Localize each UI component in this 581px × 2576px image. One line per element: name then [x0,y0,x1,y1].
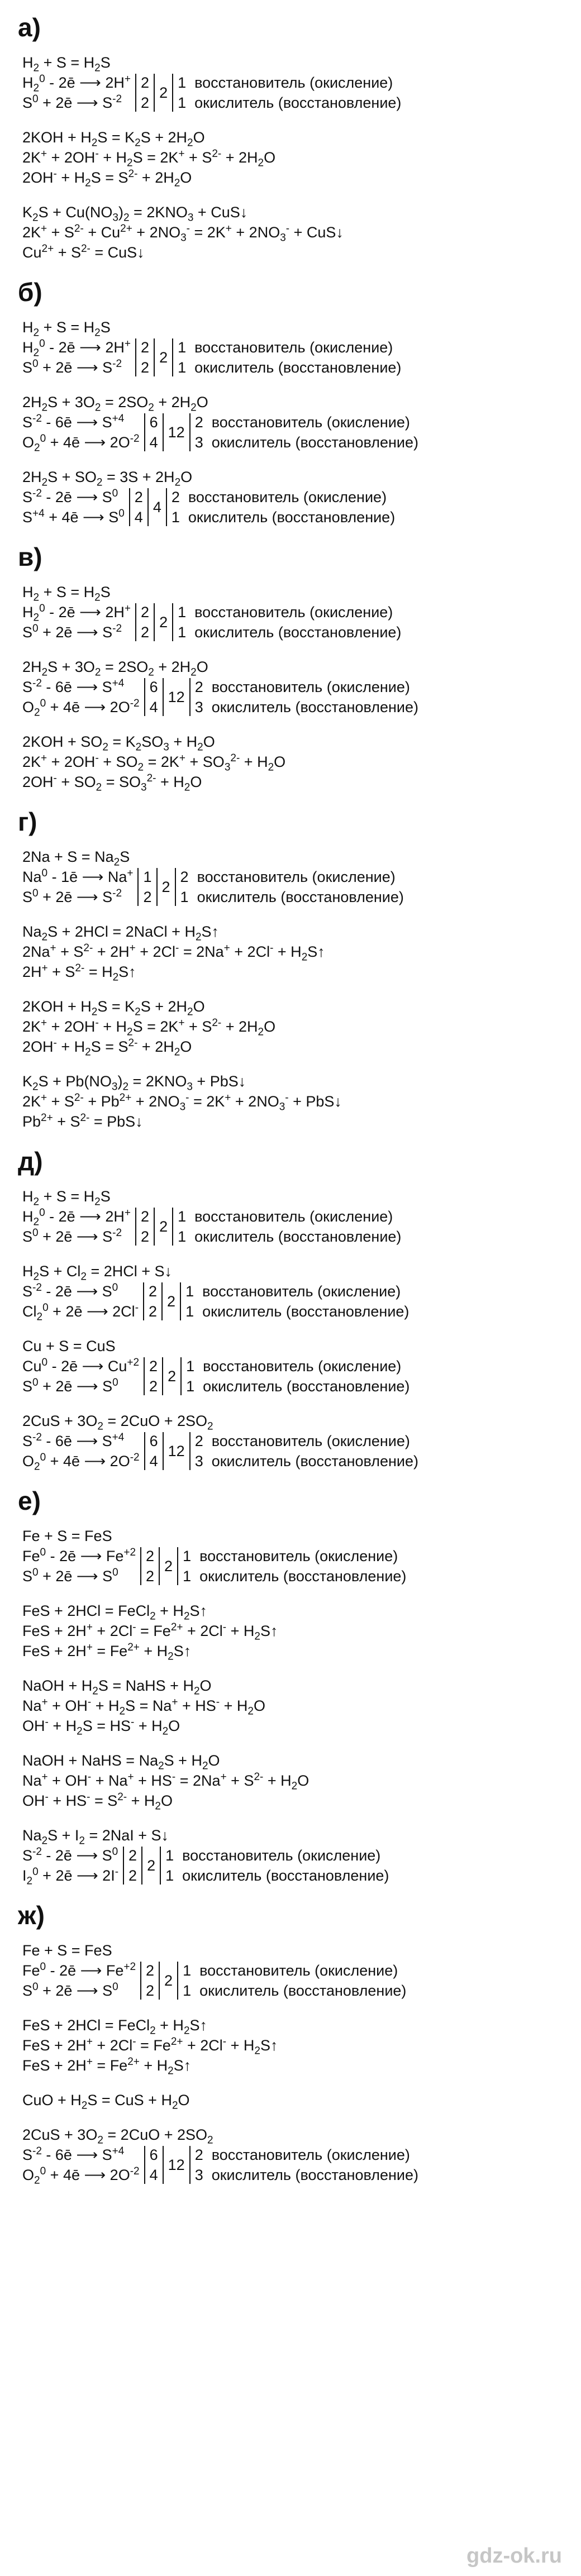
equation-line: $H_2 + S = H_2S$ [22,584,111,604]
equation-line: $2H_2S + 3O_2 = 2SO_2 + 2H_2O$ [22,659,208,679]
equation-line: $2CuS + 3O_2 = 2CuO + 2SO_2$ [22,1413,213,1433]
electron-balance: $S^{-2}$ - 6ē ⟶ $S^{+4}$ $O_2^0$ + 4ē ⟶ $2O^{-2}$ 6 4 12 2 восстановитель (окисление) 3 окислитель (восстановление) [22,678,419,719]
equation-line: $2K^+ + S^{2-} + Pb^{2+} + 2NO_3^- = 2K^+ + 2NO_3^-$ + PbS↓ [22,1092,342,1113]
equation-line: $Cu^{2+} + S^{2-}$ = CuS↓ [22,243,145,261]
equation-line: $Na^+ + OH^- + Na^+ + HS^- = 2Na^+ + S^{2-} + H_2O$ [22,1771,309,1792]
equation-line: $2K^+ + 2OH^- + H_2S = 2K^+ + S^{2-} + 2H_2O$ [22,1017,276,1038]
equation-line: Cu + S = CuS [22,1338,116,1354]
electron-balance: $H_2^0$ - 2ē ⟶ 2H+ $S^0$ + 2ē ⟶ $S^{-2}$ 2 2 2 1 восстановитель (окисление) 1 окислитель (восстановление) [22,73,402,111]
site-watermark: gdz-ok.ru [466,2544,562,2568]
equation-line: $2OH^- + H_2S = S^{2-} + 2H_2O$ [22,1037,192,1058]
electron-balance: Na$^0$ - 1ē ⟶ Na+ $S^0$ + 2ē ⟶ $S^{-2}$ 1 2 2 2 восстановитель (окисление) 1 окислитель (восстановление) [22,867,404,905]
electron-balance: Fe$^0$ - 2ē ⟶ $Fe^{+2}$ $S^0$ + 2ē ⟶ $S^0$ 2 2 2 1 восстановитель (окисление) 1 окислитель (восстановление) [22,1547,407,1585]
equation-line: $2H_2S + 3O_2 = 2SO_2 + 2H_2O$ [22,394,208,414]
equation-line: $2KOH + SO_2 = K_2SO_3 + H_2O$ [22,733,215,753]
equation-line: $Na_2S + 2HCl$ = 2NaCl + $H_2S↑$ [22,923,220,943]
equation-line: NaOH + NaHS = $Na_2S + H_2O$ [22,1752,220,1772]
equation-line: $Na^+ + OH^- + H_2S = Na^+ + HS^- + H_2O$ [22,1696,265,1718]
equation-line: $K_2S + Pb(NO_3)_2 = 2KNO_3$ + PbS↓ [22,1073,246,1093]
equation-line: $2K^+ + S^{2-} + Cu^{2+} + 2NO_3^- = 2K^+ + 2NO_3^-$ + CuS↓ [22,223,344,244]
equation-line: FeS + $2H^+ = Fe^{2+}$ + $H_2S↑$ [22,1642,192,1663]
equation-line: $2OH^- + H_2S = S^{2-} + 2H_2O$ [22,168,192,189]
section-label-e: е) [18,1486,41,1515]
equation-line: $Na_2S + I_2 = 2NaI$ + S↓ [22,1827,169,1847]
electron-balance: $S^{-2}$ - 2ē ⟶ $S^0$ $Cl_2^0$ + 2ē ⟶ 2Cl- 2 2 2 1 восстановитель (окисление) 1 окислитель (восстановление) [22,1282,409,1323]
equation-line: FeS + $2H^+ + 2Cl^- = Fe^{2+} + 2Cl^-$ + $H_2S↑$ [22,2036,278,2057]
equation-line: $H_2S + Cl_2 = 2HCl$ + S↓ [22,1263,172,1283]
section-label-b: б) [18,278,42,307]
equation-line: $H_2 + S = H_2S$ [22,1188,111,1208]
equation-line: $Pb^{2+} + S^{2-}$ = PbS↓ [22,1112,143,1130]
equation-line: $2CuS + 3O_2 = 2CuO + 2SO_2$ [22,2126,213,2146]
equation-line: CuO + $H_2S$ = CuS + $H_2O$ [22,2092,190,2112]
equation-line: Fe + S = FeS [22,1528,112,1544]
electron-balance: $H_2^0$ - 2ē ⟶ 2H+ $S^0$ + 2ē ⟶ $S^{-2}$ 2 2 2 1 восстановитель (окисление) 1 окислитель (восстановление) [22,603,402,641]
electron-balance: $S^{-2}$ - 2ē ⟶ $S^0$ $S^{+4}$ + 4ē ⟶ $S^0$ 2 4 4 2 восстановитель (окисление) 1 окислитель (восстановление) [22,488,396,526]
electron-balance: $H_2^0$ - 2ē ⟶ 2H+ $S^0$ + 2ē ⟶ $S^{-2}$ 2 2 2 1 восстановитель (окисление) 1 окислитель (восстановление) [22,1207,402,1245]
equation-line: FeS + $2H^+ = Fe^{2+}$ + $H_2S↑$ [22,2056,192,2077]
equation-line: $2H_2S + SO_2 = 3S + 2H_2O$ [22,469,193,489]
section-label-zh: ж) [18,1901,45,1930]
equation-line: FeS + 2HCl = FeCl$_2$ + $H_2S↑$ [22,2017,208,2037]
equation-line: $2K^+ + 2OH^- + H_2S = 2K^+ + S^{2-} + 2H_2O$ [22,148,276,169]
electron-balance: $S^{-2}$ - 6ē ⟶ $S^{+4}$ $O_2^0$ + 4ē ⟶ $2O^{-2}$ 6 4 12 2 восстановитель (окисление) 3 окислитель (восстановление) [22,1432,419,1473]
section-label-g: г) [18,807,37,836]
equation-line: $2OH^- + SO_2 = SO_3^{2-} + H_2O$ [22,772,202,794]
equation-line: $2H^+ + S^{2-}$ = $H_2S↑$ [22,962,136,984]
electron-balance: $S^{-2}$ - 6ē ⟶ $S^{+4}$ $O_2^0$ + 4ē ⟶ $2O^{-2}$ 6 4 12 2 восстановитель (окисление) 3 окислитель (восстановление) [22,413,419,454]
equation-line: FeS + 2HCl = FeCl$_2$ + $H_2S↑$ [22,1602,208,1623]
electron-balance: $S^{-2}$ - 6ē ⟶ $S^{+4}$ $O_2^0$ + 4ē ⟶ $2O^{-2}$ 6 4 12 2 восстановитель (окисление) 3 окислитель (восстановление) [22,2145,419,2187]
electron-balance: $H_2^0$ - 2ē ⟶ 2H+ $S^0$ + 2ē ⟶ $S^{-2}$ 2 2 2 1 восстановитель (окисление) 1 окислитель (восстановление) [22,338,402,376]
equation-line: $2Na + S = Na_2S$ [22,848,130,869]
equation-line: $2KOH + H_2S = K_2S + 2H_2O$ [22,998,205,1018]
electron-balance: Fe$^0$ - 2ē ⟶ $Fe^{+2}$ $S^0$ + 2ē ⟶ $S^0$ 2 2 2 1 восстановитель (окисление) 1 окислитель (восстановление) [22,1961,407,1999]
electron-balance: $S^{-2}$ - 2ē ⟶ $S^0$ $I_2^0$ + 2ē ⟶ 2I- 2 2 2 1 восстановитель (окисление) 1 окислитель (восстановление) [22,1846,389,1887]
equation-line: Fe + S = FeS [22,1942,112,1959]
section-label-v: в) [18,542,42,571]
equation-line: $K_2S + Cu(NO_3)_2 = 2KNO_3$ + CuS↓ [22,204,248,224]
section-label-d: д) [18,1147,43,1176]
electron-balance: Cu$^0$ - 2ē ⟶ $Cu^{+2}$ $S^0$ + 2ē ⟶ $S^0$ 2 2 2 1 восстановитель (окисление) 1 окислитель (восстановление) [22,1357,410,1395]
equation-line: $OH^- + HS^- = S^{2-} + H_2O$ [22,1791,173,1812]
equation-line: $OH^- + H_2S = HS^- + H_2O$ [22,1716,180,1738]
equation-line: $H_2 + S = H_2S$ [22,54,111,74]
equation-line: $2KOH + H_2S = K_2S + 2H_2O$ [22,129,205,149]
equation-line: $H_2 + S = H_2S$ [22,319,111,339]
equation-line: $2Na^+ + S^{2-} + 2H^+ + 2Cl^- = 2Na^+ + 2Cl^-$ + $H_2S↑$ [22,942,325,963]
equation-line: FeS + $2H^+ + 2Cl^- = Fe^{2+} + 2Cl^-$ + $H_2S↑$ [22,1621,278,1643]
section-label-a: а) [18,13,41,42]
equation-line: $2K^+ + 2OH^- + SO_2 = 2K^+ + SO_3^{2-} + H_2O$ [22,752,286,774]
equation-line: NaOH + $H_2S$ = NaHS + $H_2O$ [22,1677,212,1697]
